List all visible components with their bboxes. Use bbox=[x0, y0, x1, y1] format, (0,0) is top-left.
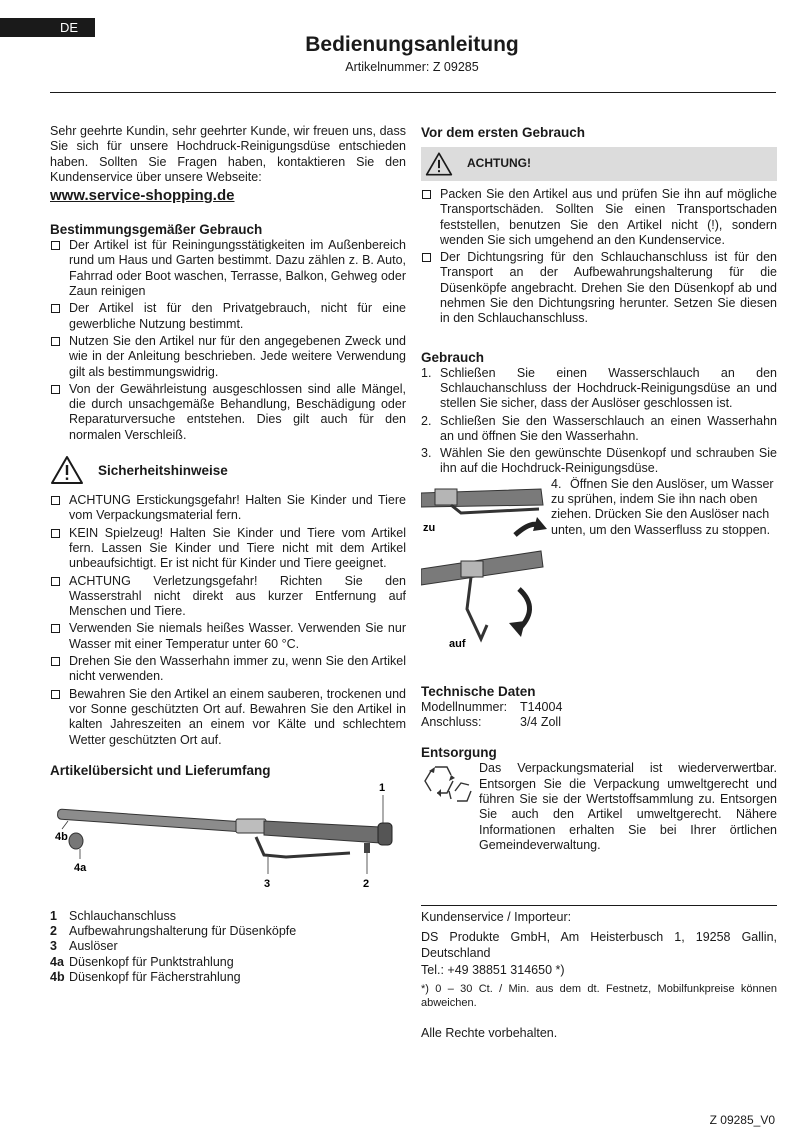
disposal-heading: Entsorgung bbox=[421, 745, 497, 761]
checkbox-bullet-icon bbox=[51, 577, 60, 586]
service-phone: Tel.: +49 38851 314650 *) bbox=[421, 963, 565, 978]
checkbox-bullet-icon bbox=[51, 690, 60, 699]
warning-label: ACHTUNG! bbox=[467, 156, 531, 171]
safety-header bbox=[50, 455, 406, 485]
figure-label-2: 2 bbox=[363, 877, 370, 890]
intro-text: Sehr geehrte Kundin, sehr geehrter Kunde, wir freuen uns, dass Sie sich für unsere Hochdruck-Reinigungsdüse entschieden haben. Sollten Sie Fragen haben, kontaktieren Sie den Kundenservice über unsere Webseite: bbox=[50, 124, 406, 184]
left-column bbox=[50, 124, 406, 985]
service-rights: Alle Rechte vorbehalten. bbox=[421, 1026, 558, 1041]
hose-connector bbox=[378, 823, 392, 845]
list-item: Der Artikel ist für den Privatgebrauch, nicht für eine gewerbliche Nutzung bestimmt. bbox=[50, 301, 406, 332]
website-link[interactable]: www.service-shopping.de bbox=[50, 187, 235, 205]
list-item: ACHTUNG Verletzungsgefahr! Richten Sie den Wasserstrahl nicht direkt aus kurzer Entfernung auf Menschen und Tiere. bbox=[50, 574, 406, 620]
service-address: DS Produkte GmbH, Am Heisterbusch 1, 19258 Gallin, Deutschland bbox=[421, 930, 777, 960]
overview-heading: Artikelübersicht und Lieferumfang bbox=[50, 762, 271, 778]
document-code: Z 09285_V0 bbox=[709, 1113, 775, 1127]
before-use-list bbox=[421, 187, 777, 327]
checkbox-bullet-icon bbox=[422, 190, 431, 199]
checkbox-bullet-icon bbox=[51, 304, 60, 313]
wand-tube bbox=[57, 809, 241, 832]
list-item: 3 Auslöser bbox=[50, 939, 118, 954]
checkbox-bullet-icon bbox=[422, 253, 431, 262]
checkbox-bullet-icon bbox=[51, 657, 60, 666]
service-title: Kundenservice / Importeur: bbox=[421, 910, 572, 925]
warning-triangle-icon bbox=[425, 151, 453, 177]
checkbox-bullet-icon bbox=[51, 496, 60, 505]
list-item: 2. Schließen Sie den Wasserschlauch an einen Wasserhahn an und öffnen Sie den Wasserhahn. bbox=[421, 413, 777, 443]
step-4: 4. Öffnen Sie den Auslöser, um Wasser zu sprühen, indem Sie ihn nach oben ziehen. Drücken Sie den Auslöser nach unten, um den Wasserfluss zu stoppen. bbox=[551, 476, 774, 537]
list-item: Der Dichtungsring für den Schlauchanschluss ist für den Transport an der Aufbewahrungshalterung für die Düsenköpfe angebracht. Drehen Sie den Düsenkopf ab und nehmen Sie den Dichtungsring herunter. Setzen Sie diesen in den Schlauchanschluss. bbox=[421, 250, 777, 326]
list-item: 1 Schlauchanschluss bbox=[50, 908, 177, 923]
list-item: Verwenden Sie niemals heißes Wasser. Verwenden Sie nur Wasser mit einer Temperatur unter 60 °C. bbox=[50, 621, 406, 652]
article-number: Artikelnummer: Z 09285 bbox=[345, 60, 479, 74]
right-column bbox=[421, 124, 777, 1042]
list-item: Bewahren Sie den Artikel an einem sauberen, trockenen und vor Sonne geschützten Ort auf. Bewahren Sie den Artikel in kalten Jahreszeiten an einem vor Kälte und schlechtem Wetter geschützten Ort auf. bbox=[50, 687, 406, 748]
list-item: ACHTUNG Erstickungsgefahr! Halten Sie Kinder und Tiere vom Verpackungsmaterial fern. bbox=[50, 493, 406, 524]
checkbox-bullet-icon bbox=[51, 385, 60, 394]
language-tab: DE bbox=[0, 18, 95, 37]
parts-list bbox=[50, 909, 406, 985]
list-item: KEIN Spielzeug! Halten Sie Kinder und Tiere vom Artikel fern. Lassen Sie Kinder und Tiere nicht mit dem Artikel unbeaufsichtigt. Er ist nicht für Kinder und Tiere geeignet. bbox=[50, 526, 406, 572]
list-item: Von der Gewährleistung ausgeschlossen sind alle Mängel, die durch unsachgemäße Behandlung, Beschädigung oder Reparaturversuche entstehen. Dies gilt auch für den normalen Verschleiß. bbox=[50, 382, 406, 443]
checkbox-bullet-icon bbox=[51, 529, 60, 538]
tech-heading: Technische Daten bbox=[421, 683, 536, 699]
figure-label-4a: 4a bbox=[74, 861, 87, 874]
safety-list bbox=[50, 493, 406, 748]
usage-heading: Gebrauch bbox=[421, 349, 485, 365]
disposal-text: Das Verpackungsmaterial ist wiederverwertbar. Entsorgen Sie die Verpackung umweltgerecht und führen Sie sie der Wertstoffsammlung zu. Entsorgen Sie auch den Artikel umweltgerecht. Nähere Informationen erhalten Sie bei Ihrer örtlichen Gemeindeverwaltung. bbox=[479, 761, 777, 852]
list-item: Nutzen Sie den Artikel nur für den angegebenen Zweck und wie in der Anleitung beschrieben. Jede weitere Verwendung gilt als bestimmungswidrig. bbox=[50, 334, 406, 380]
list-item: 2 Aufbewahrungshalterung für Düsenköpfe bbox=[50, 924, 297, 939]
list-item: 3. Wählen Sie den gewünschte Düsenkopf und schrauben Sie ihn auf die Hochdruck-Reinigungsdüse. bbox=[421, 446, 777, 476]
trigger-figure bbox=[421, 479, 549, 669]
list-item: 4a Düsenkopf für Punktstrahlung bbox=[50, 954, 234, 969]
handle-grip bbox=[264, 821, 380, 843]
figure-label-4b: 4b bbox=[55, 830, 68, 843]
figure-label-closed: zu bbox=[423, 521, 436, 534]
warning-triangle-icon bbox=[50, 455, 84, 485]
service-divider bbox=[421, 905, 777, 906]
list-item: 1. Schließen Sie einen Wasserschlauch an den Schlauchanschluss der Hochdruck-Reinigungsdüse an und stellen Sie sicher, dass der Auslöser geschlossen ist. bbox=[421, 365, 777, 411]
header-divider bbox=[50, 92, 776, 93]
usage-figure-area bbox=[421, 476, 777, 669]
intended-use-heading: Bestimmungsgemäßer Gebrauch bbox=[50, 222, 263, 238]
page-title: Bedienungsanleitung bbox=[305, 33, 519, 56]
before-use-heading: Vor dem ersten Gebrauch bbox=[421, 125, 586, 140]
nozzle-head-4a bbox=[69, 833, 83, 849]
product-overview-figure bbox=[50, 779, 406, 897]
checkbox-bullet-icon bbox=[51, 337, 60, 346]
figure-label-3: 3 bbox=[264, 877, 271, 890]
service-note: *) 0 – 30 Ct. / Min. aus dem dt. Festnetz, Mobilfunkpreise können abweichen. bbox=[421, 983, 777, 1010]
tech-row: Modellnummer: T14004 bbox=[421, 699, 563, 714]
list-item: Packen Sie den Artikel aus und prüfen Sie ihn auf mögliche Transportschäden. Sollten Sie einen Transportschaden feststellen, benutzen Sie den Artikel nicht (!), sondern wenden Sie sich umgehend an den Kundenservice. bbox=[421, 187, 777, 248]
usage-steps bbox=[421, 366, 777, 477]
figure-label-1: 1 bbox=[379, 781, 386, 794]
safety-heading: Sicherheitshinweise bbox=[98, 462, 228, 478]
tech-row: Anschluss: 3/4 Zoll bbox=[421, 715, 561, 730]
list-item: Drehen Sie den Wasserhahn immer zu, wenn Sie den Artikel nicht verwenden. bbox=[50, 654, 406, 685]
intended-use-list bbox=[50, 238, 406, 443]
figure-label-open: auf bbox=[449, 637, 466, 650]
nozzle-holder bbox=[364, 843, 370, 853]
recycling-icon bbox=[421, 761, 477, 805]
trigger-housing bbox=[236, 819, 266, 833]
list-item: 4b Düsenkopf für Fächerstrahlung bbox=[50, 969, 241, 984]
checkbox-bullet-icon bbox=[51, 241, 60, 250]
warning-bar bbox=[421, 147, 777, 181]
checkbox-bullet-icon bbox=[51, 624, 60, 633]
disposal-block bbox=[421, 761, 777, 853]
list-item: Der Artikel ist für Reiningungsstätigkeiten im Außenbereich rund um Haus und Garten bestimmt. Dazu zählen z. B. Auto, Fahrrad oder Boot waschen, Terrasse, Balkon, Gehweg oder Zaun reinigen bbox=[50, 238, 406, 299]
